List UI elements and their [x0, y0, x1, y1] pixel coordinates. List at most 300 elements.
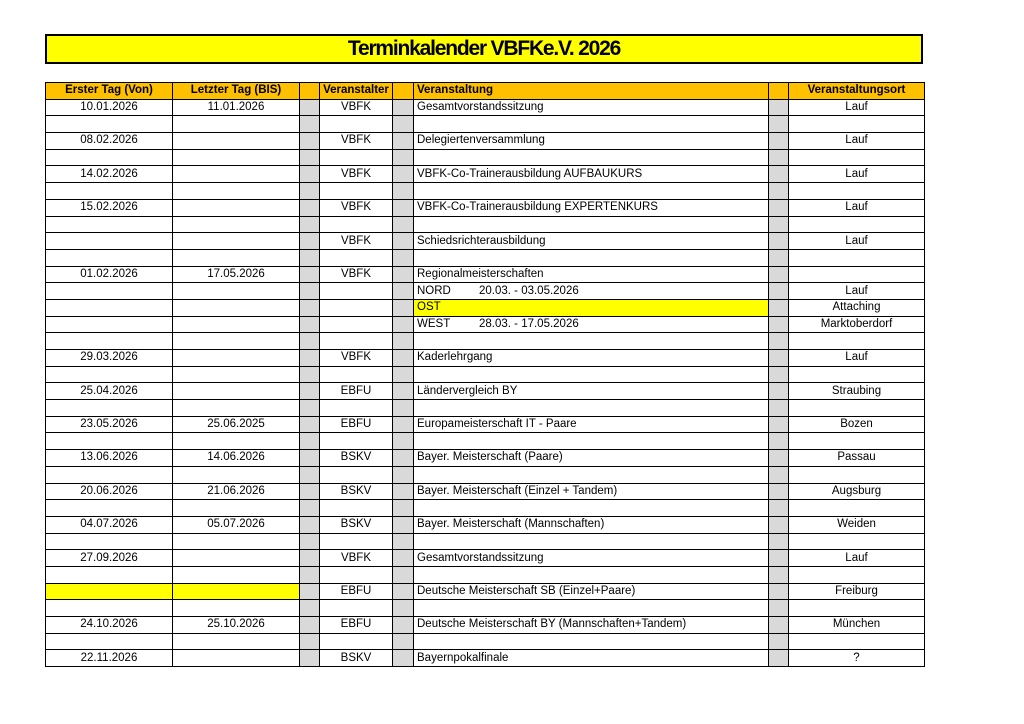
cell-spacer — [769, 500, 789, 517]
cell-ort: Augsburg — [789, 483, 925, 500]
cell-spacer — [393, 99, 414, 116]
cell-spacer — [393, 416, 414, 433]
cell-spacer — [769, 533, 789, 550]
cell-veranstaltung: Gesamtvorstandssitzung — [414, 99, 769, 116]
cell-veranstalter: BSKV — [320, 650, 393, 667]
cell-empty — [173, 116, 300, 133]
cell-spacer — [300, 650, 320, 667]
cell-spacer — [300, 550, 320, 567]
cell-empty — [320, 566, 393, 583]
table-spacer-row — [46, 149, 925, 166]
table-row — [46, 483, 925, 500]
cell-spacer — [769, 99, 789, 116]
cell-spacer — [300, 583, 320, 600]
cell-veranstalter: VBFK — [320, 133, 393, 150]
cell-spacer — [393, 216, 414, 233]
cell-spacer — [300, 183, 320, 200]
cell-spacer — [300, 433, 320, 450]
cell-empty — [46, 149, 173, 166]
cell-empty — [414, 216, 769, 233]
cell-ort: Lauf — [789, 350, 925, 367]
cell-veranstaltung: Kaderlehrgang — [414, 350, 769, 367]
cell-spacer — [769, 566, 789, 583]
cell-spacer — [300, 516, 320, 533]
cell-ort: Lauf — [789, 99, 925, 116]
cell-ort: Lauf — [789, 550, 925, 567]
cell-empty — [320, 466, 393, 483]
cell-spacer — [300, 366, 320, 383]
cell-spacer — [393, 450, 414, 467]
cell-spacer — [769, 283, 789, 300]
cell-empty — [789, 600, 925, 617]
cell-empty — [789, 333, 925, 350]
cell-empty — [173, 600, 300, 617]
cell-von: 08.02.2026 — [46, 133, 173, 150]
table-spacer-row — [46, 400, 925, 417]
cell-veranstalter: EBFU — [320, 617, 393, 634]
table-row — [46, 583, 925, 600]
cell-bis — [173, 133, 300, 150]
cell-spacer — [769, 583, 789, 600]
cell-region — [414, 299, 769, 316]
cell-veranstalter — [320, 316, 393, 333]
header-row — [46, 83, 925, 100]
cell-spacer — [393, 233, 414, 250]
cell-empty — [789, 366, 925, 383]
cell-von: 24.10.2026 — [46, 617, 173, 634]
cell-ort: Attaching — [789, 299, 925, 316]
cell-spacer — [393, 133, 414, 150]
cell-spacer — [300, 283, 320, 300]
table-row — [46, 383, 925, 400]
header-spacer — [769, 83, 789, 100]
cell-ort: ? — [789, 650, 925, 667]
cell-empty — [789, 149, 925, 166]
cell-spacer — [769, 383, 789, 400]
cell-empty — [320, 400, 393, 417]
table-row — [46, 133, 925, 150]
cell-spacer — [393, 466, 414, 483]
cell-empty — [789, 116, 925, 133]
cell-empty — [46, 433, 173, 450]
cell-spacer — [300, 416, 320, 433]
cell-spacer — [769, 400, 789, 417]
cell-ort: Bozen — [789, 416, 925, 433]
cell-empty — [46, 249, 173, 266]
cell-empty — [320, 500, 393, 517]
cell-veranstalter — [320, 299, 393, 316]
cell-empty — [789, 633, 925, 650]
header-bis: Letzter Tag (BIS) — [173, 83, 300, 100]
cell-empty — [46, 466, 173, 483]
cell-veranstaltung: Bayer. Meisterschaft (Paare) — [414, 450, 769, 467]
region-dates: 20.03. - 03.05.2026 — [479, 284, 579, 297]
cell-ort — [789, 266, 925, 283]
cell-empty — [320, 249, 393, 266]
cell-spacer — [769, 116, 789, 133]
cell-empty — [173, 466, 300, 483]
cell-empty — [414, 183, 769, 200]
cell-spacer — [393, 116, 414, 133]
cell-empty — [320, 533, 393, 550]
cell-von: 22.11.2026 — [46, 650, 173, 667]
page-title: Terminkalender VBFKe.V. 2026 — [347, 37, 621, 60]
cell-veranstaltung: Schiedsrichterausbildung — [414, 233, 769, 250]
cell-spacer — [300, 633, 320, 650]
cell-bis: 25.06.2025 — [173, 416, 300, 433]
cell-veranstaltung: Bayernpokalfinale — [414, 650, 769, 667]
cell-empty — [173, 500, 300, 517]
cell-veranstaltung: Delegiertenversammlung — [414, 133, 769, 150]
cell-empty — [789, 249, 925, 266]
table-row — [46, 516, 925, 533]
cell-bis: 11.01.2026 — [173, 99, 300, 116]
cell-bis — [173, 199, 300, 216]
cell-veranstaltung: Regionalmeisterschaften — [414, 266, 769, 283]
cell-spacer — [393, 166, 414, 183]
cell-empty — [320, 149, 393, 166]
cell-bis: 05.07.2026 — [173, 516, 300, 533]
cell-empty — [320, 633, 393, 650]
cell-von — [46, 583, 173, 600]
cell-von — [46, 233, 173, 250]
cell-spacer — [300, 249, 320, 266]
cell-empty — [46, 533, 173, 550]
cell-spacer — [769, 550, 789, 567]
cell-spacer — [300, 533, 320, 550]
cell-empty — [320, 216, 393, 233]
cell-spacer — [393, 533, 414, 550]
cell-spacer — [300, 99, 320, 116]
cell-spacer — [300, 233, 320, 250]
cell-bis — [173, 350, 300, 367]
table-spacer-row — [46, 333, 925, 350]
cell-bis — [173, 650, 300, 667]
cell-spacer — [769, 516, 789, 533]
cell-spacer — [300, 483, 320, 500]
cell-spacer — [393, 333, 414, 350]
cell-spacer — [393, 566, 414, 583]
cell-spacer — [769, 600, 789, 617]
cell-empty — [320, 366, 393, 383]
header-veranstalter: Veranstalter — [320, 83, 393, 100]
cell-spacer — [300, 350, 320, 367]
cell-spacer — [300, 133, 320, 150]
cell-von — [46, 299, 173, 316]
cell-spacer — [393, 316, 414, 333]
cell-ort: Marktoberdorf — [789, 316, 925, 333]
table-row — [46, 617, 925, 634]
cell-ort: Straubing — [789, 383, 925, 400]
cell-spacer — [393, 199, 414, 216]
cell-empty — [173, 633, 300, 650]
cell-veranstaltung: Deutsche Meisterschaft BY (Mannschaften+Tandem) — [414, 617, 769, 634]
header-spacer — [300, 83, 320, 100]
table-spacer-row — [46, 633, 925, 650]
table-subrow — [46, 299, 925, 316]
cell-spacer — [300, 149, 320, 166]
cell-von: 25.04.2026 — [46, 383, 173, 400]
table-spacer-row — [46, 533, 925, 550]
table-spacer-row — [46, 566, 925, 583]
cell-empty — [414, 149, 769, 166]
table-spacer-row — [46, 466, 925, 483]
cell-spacer — [769, 199, 789, 216]
cell-spacer — [300, 333, 320, 350]
cell-von: 29.03.2026 — [46, 350, 173, 367]
cell-ort: Lauf — [789, 233, 925, 250]
cell-empty — [414, 333, 769, 350]
table-row — [46, 99, 925, 116]
table-row — [46, 199, 925, 216]
cell-empty — [173, 366, 300, 383]
table-row — [46, 450, 925, 467]
cell-empty — [46, 566, 173, 583]
cell-empty — [414, 600, 769, 617]
cell-spacer — [393, 266, 414, 283]
cell-empty — [173, 333, 300, 350]
cell-empty — [173, 249, 300, 266]
cell-spacer — [769, 366, 789, 383]
cell-von: 15.02.2026 — [46, 199, 173, 216]
cell-spacer — [300, 383, 320, 400]
cell-spacer — [393, 500, 414, 517]
cell-empty — [320, 600, 393, 617]
cell-spacer — [769, 450, 789, 467]
cell-spacer — [393, 149, 414, 166]
cell-ort: Freiburg — [789, 583, 925, 600]
region-name: OST — [417, 301, 441, 314]
cell-empty — [414, 500, 769, 517]
cell-veranstalter: VBFK — [320, 99, 393, 116]
table-subrow — [46, 316, 925, 333]
cell-spacer — [393, 583, 414, 600]
cell-spacer — [300, 600, 320, 617]
table-row — [46, 416, 925, 433]
table-spacer-row — [46, 500, 925, 517]
cell-veranstalter: VBFK — [320, 550, 393, 567]
cell-spacer — [300, 316, 320, 333]
cell-veranstalter — [320, 283, 393, 300]
cell-empty — [789, 216, 925, 233]
cell-empty — [173, 433, 300, 450]
cell-empty — [414, 433, 769, 450]
cell-spacer — [300, 500, 320, 517]
cell-spacer — [769, 350, 789, 367]
cell-bis — [173, 166, 300, 183]
cell-veranstalter: BSKV — [320, 516, 393, 533]
cell-bis — [173, 233, 300, 250]
cell-von — [46, 283, 173, 300]
cell-spacer — [300, 116, 320, 133]
cell-empty — [789, 533, 925, 550]
cell-ort: Lauf — [789, 166, 925, 183]
cell-bis — [173, 583, 300, 600]
cell-region — [414, 316, 769, 333]
cell-ort: Weiden — [789, 516, 925, 533]
cell-spacer — [300, 617, 320, 634]
cell-empty — [173, 533, 300, 550]
cell-bis — [173, 550, 300, 567]
cell-empty — [46, 366, 173, 383]
table-row — [46, 650, 925, 667]
cell-spacer — [769, 133, 789, 150]
cell-spacer — [393, 283, 414, 300]
cell-ort: Lauf — [789, 133, 925, 150]
cell-spacer — [300, 450, 320, 467]
table-spacer-row — [46, 366, 925, 383]
cell-bis: 17.05.2026 — [173, 266, 300, 283]
cell-spacer — [769, 650, 789, 667]
cell-veranstaltung: Gesamtvorstandssitzung — [414, 550, 769, 567]
cell-bis — [173, 383, 300, 400]
header-ort: Veranstaltungsort — [789, 83, 925, 100]
cell-spacer — [769, 266, 789, 283]
cell-spacer — [393, 617, 414, 634]
cell-veranstaltung: Deutsche Meisterschaft SB (Einzel+Paare) — [414, 583, 769, 600]
cell-bis — [173, 299, 300, 316]
cell-empty — [789, 500, 925, 517]
cell-spacer — [769, 249, 789, 266]
cell-spacer — [769, 433, 789, 450]
cell-bis: 21.06.2026 — [173, 483, 300, 500]
cell-veranstalter: EBFU — [320, 383, 393, 400]
cell-spacer — [769, 617, 789, 634]
cell-von: 01.02.2026 — [46, 266, 173, 283]
cell-spacer — [393, 633, 414, 650]
cell-empty — [320, 116, 393, 133]
cell-empty — [46, 633, 173, 650]
table-spacer-row — [46, 183, 925, 200]
cell-spacer — [769, 466, 789, 483]
cell-spacer — [300, 466, 320, 483]
cell-empty — [320, 183, 393, 200]
cell-spacer — [300, 566, 320, 583]
cell-veranstalter: VBFK — [320, 266, 393, 283]
cell-veranstalter: EBFU — [320, 583, 393, 600]
region-name: NORD — [417, 284, 451, 297]
cell-empty — [414, 566, 769, 583]
cell-empty — [789, 183, 925, 200]
cell-spacer — [300, 166, 320, 183]
cell-spacer — [300, 199, 320, 216]
cell-empty — [414, 633, 769, 650]
cell-veranstaltung: VBFK-Co-Trainerausbildung AUFBAUKURS — [414, 166, 769, 183]
cell-spacer — [393, 400, 414, 417]
cell-ort: München — [789, 617, 925, 634]
cell-spacer — [393, 433, 414, 450]
cell-spacer — [300, 400, 320, 417]
cell-von: 23.05.2026 — [46, 416, 173, 433]
cell-spacer — [769, 166, 789, 183]
cell-spacer — [393, 299, 414, 316]
title-banner — [45, 34, 923, 64]
cell-empty — [173, 183, 300, 200]
cell-spacer — [769, 183, 789, 200]
cell-veranstaltung: Europameisterschaft IT - Paare — [414, 416, 769, 433]
table-spacer-row — [46, 216, 925, 233]
cell-veranstaltung: VBFK-Co-Trainerausbildung EXPERTENKURS — [414, 199, 769, 216]
cell-bis — [173, 283, 300, 300]
cell-empty — [173, 566, 300, 583]
cell-spacer — [393, 183, 414, 200]
cell-spacer — [769, 316, 789, 333]
table-subrow — [46, 283, 925, 300]
cell-empty — [173, 400, 300, 417]
table-spacer-row — [46, 116, 925, 133]
cell-spacer — [769, 233, 789, 250]
header-von: Erster Tag (Von) — [46, 83, 173, 100]
cell-spacer — [393, 650, 414, 667]
cell-empty — [414, 533, 769, 550]
cell-empty — [46, 116, 173, 133]
cell-spacer — [300, 266, 320, 283]
cell-empty — [173, 149, 300, 166]
cell-spacer — [769, 333, 789, 350]
cell-spacer — [393, 483, 414, 500]
header-spacer — [393, 83, 414, 100]
cell-spacer — [300, 216, 320, 233]
cell-von: 20.06.2026 — [46, 483, 173, 500]
cell-empty — [46, 183, 173, 200]
cell-veranstalter: BSKV — [320, 483, 393, 500]
table-row — [46, 166, 925, 183]
cell-veranstaltung: Bayer. Meisterschaft (Mannschaften) — [414, 516, 769, 533]
cell-veranstaltung: Ländervergleich BY — [414, 383, 769, 400]
calendar-table — [45, 82, 925, 667]
cell-von: 10.01.2026 — [46, 99, 173, 116]
cell-spacer — [769, 633, 789, 650]
cell-ort: Lauf — [789, 199, 925, 216]
cell-von: 04.07.2026 — [46, 516, 173, 533]
cell-empty — [789, 400, 925, 417]
cell-ort: Passau — [789, 450, 925, 467]
cell-veranstalter: BSKV — [320, 450, 393, 467]
table-row — [46, 550, 925, 567]
cell-spacer — [300, 299, 320, 316]
cell-von — [46, 316, 173, 333]
cell-spacer — [393, 550, 414, 567]
cell-veranstalter: VBFK — [320, 199, 393, 216]
cell-empty — [414, 466, 769, 483]
cell-von: 27.09.2026 — [46, 550, 173, 567]
cell-empty — [46, 333, 173, 350]
cell-spacer — [769, 299, 789, 316]
cell-empty — [320, 333, 393, 350]
table-spacer-row — [46, 249, 925, 266]
cell-empty — [789, 566, 925, 583]
cell-von: 14.02.2026 — [46, 166, 173, 183]
header-veranstaltung: Veranstaltung — [414, 83, 769, 100]
table-spacer-row — [46, 600, 925, 617]
cell-veranstalter: VBFK — [320, 233, 393, 250]
cell-empty — [414, 249, 769, 266]
table-spacer-row — [46, 433, 925, 450]
cell-spacer — [393, 516, 414, 533]
cell-empty — [789, 433, 925, 450]
cell-ort: Lauf — [789, 283, 925, 300]
cell-spacer — [393, 383, 414, 400]
table-row — [46, 350, 925, 367]
cell-spacer — [769, 483, 789, 500]
cell-empty — [173, 216, 300, 233]
cell-empty — [414, 400, 769, 417]
cell-empty — [789, 466, 925, 483]
cell-empty — [46, 216, 173, 233]
region-dates: 28.03. - 17.05.2026 — [479, 317, 579, 330]
cell-veranstalter: EBFU — [320, 416, 393, 433]
cell-spacer — [393, 350, 414, 367]
